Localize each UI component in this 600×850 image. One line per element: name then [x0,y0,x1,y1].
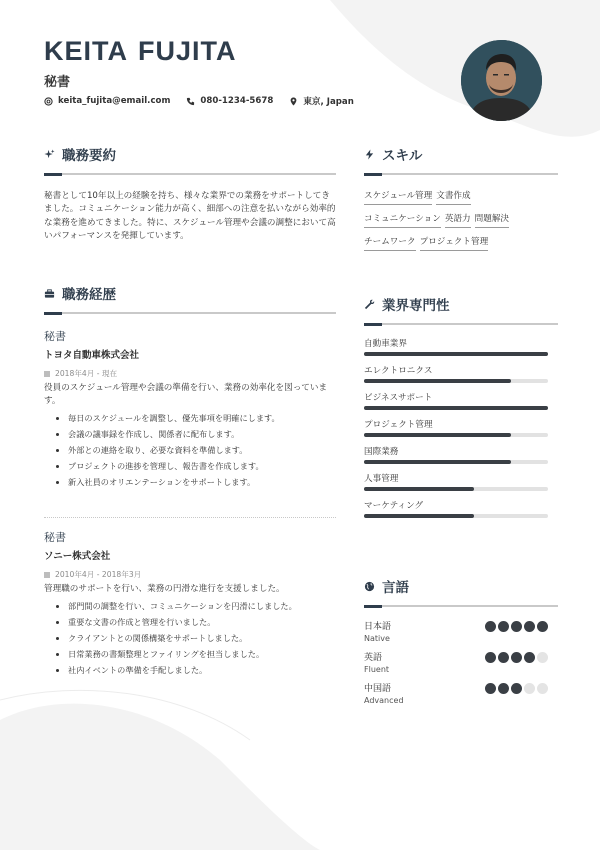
industry-item [364,391,558,410]
email-text: keita_fujita@email.com [58,96,171,106]
skill-tag: プロジェクト管理 [420,235,489,251]
industry-label: エレクトロニクス [364,366,433,376]
job-bullets [44,598,336,678]
location-text: 東京, Japan [303,97,354,107]
experience-section [44,283,336,678]
industry-bar-track [364,433,548,437]
job-company: トヨタ自動車株式会社 [44,350,140,361]
rating-dot-filled [485,652,496,663]
skills-heading-text: スキル [382,148,423,164]
industry-item [364,499,558,518]
industry-heading [364,294,558,314]
skill-tag: スケジュール管理 [364,189,432,205]
job-role: 秘書 [44,330,66,343]
contact-info [44,95,354,107]
phone-contact[interactable] [186,96,273,106]
rating-dot-filled [511,652,522,663]
skill-tag: コミュニケーション [364,212,441,228]
summary-text: 秘書として10年以上の経験を持ち、様々な業界での業務をサポートしてきました。コミュニケーション能力が高く、細部への注意を払いながら効率的な業務を進めてきました。特に、スケジュール管理や会議の調整において高いパフォーマンスを発揮しています。 [44,191,336,242]
calendar-icon [44,371,50,377]
industry-bars [364,337,558,518]
industry-heading-text: 業界専門性 [382,298,450,314]
rating-dot-filled [524,621,535,632]
industry-bar-fill [364,514,474,518]
industry-item [364,472,558,491]
rating-dot-empty [524,683,535,694]
job-bullet: プロジェクトの進捗を管理し、報告書を作成します。 [44,458,336,474]
industry-item [364,364,558,383]
language-level: Native [364,634,390,643]
at-icon [44,97,53,106]
profile-photo [461,40,542,121]
language-name: 中国語 [364,684,392,694]
rating-dot-empty [537,683,548,694]
industry-bar-fill [364,487,474,491]
job-company: ソニー株式会社 [44,551,111,562]
job-bullet: 社内イベントの準備を手配しました。 [44,662,336,678]
job-description: 管理職のサポートを行い、業務の円滑な進行を支援しました。 [44,584,285,594]
rating-dot-filled [537,621,548,632]
skill-tag: 英語力 [445,212,471,228]
rating-dot-filled [511,683,522,694]
industry-item [364,445,558,464]
industry-bar-track [364,379,548,383]
job-role: 秘書 [44,531,66,544]
industry-section [364,294,558,526]
section-divider [44,312,336,314]
job-entry [44,529,336,678]
lightning-icon [364,149,375,160]
briefcase-icon [44,288,55,299]
job-title: 秘書 [44,75,71,90]
languages-heading [364,576,558,596]
phone-icon [186,97,195,106]
job-date-text: 2010年4月 - 2018年3月 [55,570,142,579]
industry-label: 自動車業界 [364,339,407,349]
industry-bar-track [364,514,548,518]
language-item [364,619,548,643]
globe-icon [364,581,375,592]
industry-item [364,418,558,437]
industry-label: マーケティング [364,501,424,511]
skill-tag: 問題解決 [475,212,509,228]
job-description: 役員のスケジュール管理や会議の準備を行い、業務の効率化を図っています。 [44,383,328,406]
last-name: FUJITA [138,36,237,66]
language-level: Advanced [364,696,404,705]
industry-bar-fill [364,433,511,437]
language-rating [485,621,548,643]
industry-bar-track [364,460,548,464]
language-name: 日本語 [364,622,392,632]
job-bullet: 毎日のスケジュールを調整し、優先事項を明確にします。 [44,410,336,426]
location-pin-icon [289,97,298,106]
industry-label: プロジェクト管理 [364,420,433,430]
first-name: KEITA [44,36,128,66]
section-divider [44,173,336,175]
skill-tag: 文書作成 [436,189,470,205]
industry-label: ビジネスサポート [364,393,433,403]
language-rating [485,652,548,674]
calendar-icon [44,572,50,578]
job-bullet: クライアントとの関係構築をサポートしました。 [44,630,336,646]
job-bullet: 重要な文書の作成と管理を行いました。 [44,614,336,630]
experience-heading-text: 職務経歴 [62,287,116,303]
industry-label: 人事管理 [364,474,399,484]
industry-bar-fill [364,460,511,464]
skills-heading [364,144,558,164]
job-bullet: 日常業務の書類整理とファイリングを担当しました。 [44,646,336,662]
summary-heading [44,144,336,164]
experience-heading [44,283,336,303]
languages-heading-text: 言語 [382,580,409,596]
phone-text: 080-1234-5678 [200,96,274,106]
language-rating [485,683,548,705]
section-divider [364,173,558,175]
industry-bar-track [364,406,548,410]
email-contact[interactable] [44,96,170,106]
job-bullet: 外部との連絡を取り、必要な資料を準備します。 [44,442,336,458]
location-contact [289,95,354,107]
skill-tag: チームワーク [364,235,416,251]
sparkle-icon [44,149,55,160]
job-divider [44,517,336,518]
language-level: Fluent [364,665,390,674]
skill-tags [364,189,539,251]
industry-label: 国際業務 [364,447,399,457]
language-item [364,650,548,674]
industry-bar-fill [364,352,548,356]
rating-dot-filled [485,683,496,694]
rating-dot-filled [485,621,496,632]
job-date [44,368,336,379]
language-list [364,619,558,705]
wrench-icon [364,299,375,310]
rating-dot-empty [537,652,548,663]
languages-section [364,576,558,712]
job-bullets [44,410,336,490]
rating-dot-filled [498,652,509,663]
rating-dot-filled [498,621,509,632]
job-date [44,569,336,580]
skills-section [364,144,558,251]
job-entry [44,328,336,490]
industry-bar-track [364,352,548,356]
rating-dot-filled [524,652,535,663]
section-divider [364,323,558,325]
industry-bar-fill [364,379,511,383]
language-name: 英語 [364,653,383,663]
summary-heading-text: 職務要約 [62,148,116,164]
job-bullet: 部門間の調整を行い、コミュニケーションを円滑にしました。 [44,598,336,614]
rating-dot-filled [511,621,522,632]
section-divider [364,605,558,607]
job-bullet: 新入社員のオリエンテーションをサポートします。 [44,474,336,490]
summary-section [44,144,336,244]
job-bullet: 会議の議事録を作成し、関係者に配布します。 [44,426,336,442]
industry-item [364,337,558,356]
industry-bar-fill [364,406,548,410]
language-item [364,681,548,705]
industry-bar-track [364,487,548,491]
candidate-name [44,36,237,67]
job-date-text: 2018年4月 - 現在 [55,369,118,378]
rating-dot-filled [498,683,509,694]
